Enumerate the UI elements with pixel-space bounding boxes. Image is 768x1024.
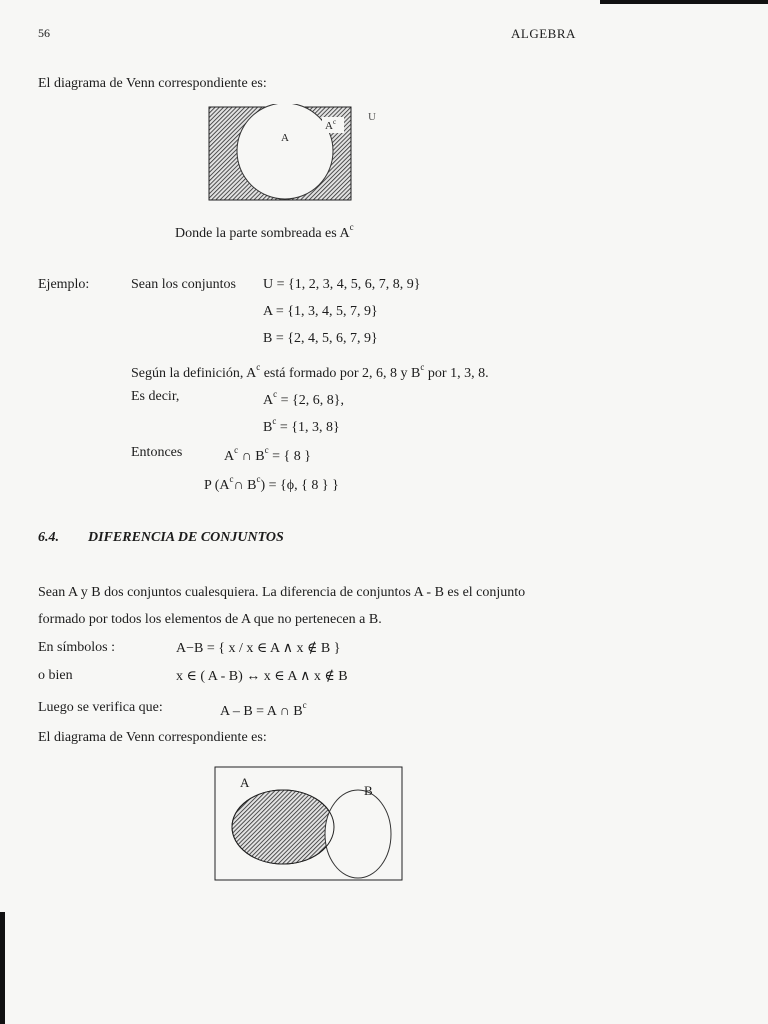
obien-label: o bien bbox=[38, 668, 73, 683]
definition-sentence: Según la definición, $A^c$ está formado por 2, 6, 8 y $B^c$ por 1, 3, 8. bbox=[131, 362, 489, 381]
entonces-label: Entonces bbox=[131, 445, 183, 460]
example-lead: Sean los conjuntos bbox=[131, 277, 236, 292]
ac-result: $A^c = \{2$, 6, 8}, bbox=[263, 389, 344, 408]
set-a-circle bbox=[237, 104, 333, 199]
venn1-label-a: A bbox=[281, 132, 289, 144]
simbolos-label: En símbolos : bbox=[38, 640, 116, 655]
venn-intro-1: El diagrama de Venn correspondiente es: bbox=[38, 76, 267, 91]
complement-caption: Donde la parte sombreada es $A^c$ bbox=[175, 222, 354, 241]
power-set-result: P ($A^c\cap$ $B^c) = \{\phi$, { 8 } } bbox=[204, 474, 339, 493]
es-decir-label: Es decir, bbox=[131, 389, 180, 404]
venn2-label-b: B bbox=[364, 783, 373, 798]
set-b-definition: B = {2, 4, 5, 6, 7, 9} bbox=[263, 331, 378, 346]
body-line-1: Sean A y B dos conjuntos cualesquiera. La diferencia de conjuntos A - B es el conjunto bbox=[38, 585, 526, 600]
obien-expression: x ∈ ( A - B) ↔ x ∈ A ∧ x ∉ B bbox=[176, 669, 348, 684]
venn1-label-ac: $A^c$ bbox=[325, 118, 337, 132]
running-title: ALGEBRA bbox=[511, 26, 576, 41]
scan-edge-left bbox=[0, 912, 5, 1024]
venn2-label-a: A bbox=[240, 775, 250, 790]
intersection-result: $A^c$ ∩ $B^c$ = { 8 } bbox=[224, 445, 311, 464]
luego-expression: A – B = A ∩ $B^c$ bbox=[220, 700, 307, 719]
set-a-definition: A = {1, 3, 4, 5, 7, 9} bbox=[263, 304, 378, 319]
section-title: DIFERENCIA DE CONJUNTOS bbox=[88, 530, 284, 545]
venn-diagram-complement bbox=[205, 104, 385, 204]
body-line-2: formado por todos los elementos de A que no pertenecen a B. bbox=[38, 612, 382, 627]
simbolos-expression: A−B = { x / x ∈ A ∧ x ∉ B } bbox=[176, 641, 341, 656]
venn-intro-2: El diagrama de Venn correspondiente es: bbox=[38, 730, 267, 745]
bc-result: $B^c = \{1$, 3, 8} bbox=[263, 416, 340, 435]
section-number: 6.4. bbox=[38, 530, 59, 545]
scan-edge-top bbox=[600, 0, 768, 4]
luego-label: Luego se verifica que: bbox=[38, 700, 163, 715]
page-number: 56 bbox=[38, 26, 50, 40]
example-label: Ejemplo: bbox=[38, 277, 90, 292]
venn1-label-u: U bbox=[368, 111, 376, 123]
set-u-definition: U = {1, 2, 3, 4, 5, 6, 7, 8, 9} bbox=[263, 277, 421, 292]
